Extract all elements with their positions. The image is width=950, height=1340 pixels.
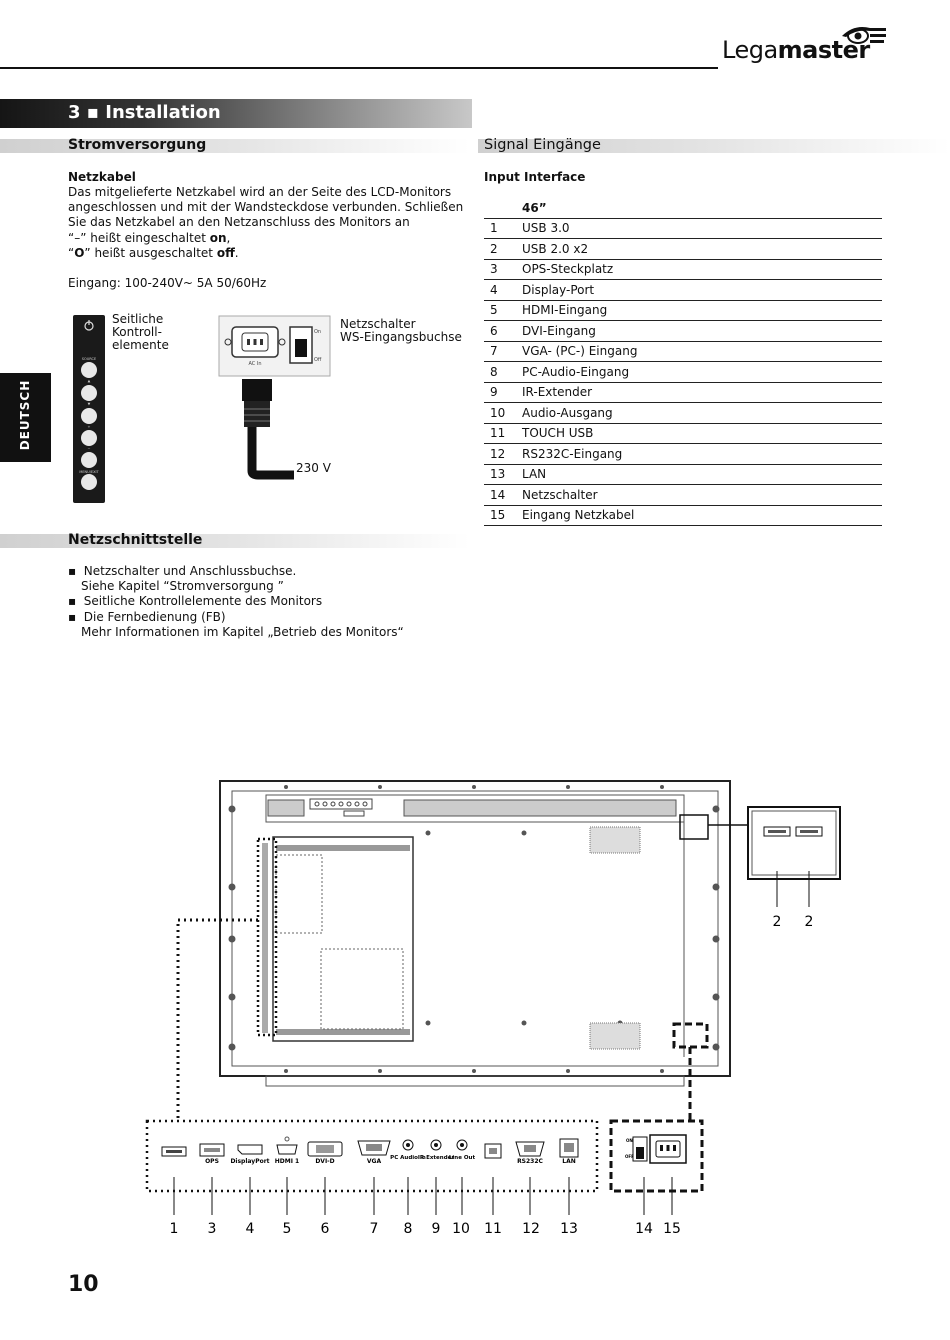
row-number: 7: [484, 341, 522, 362]
callout-12: 12: [522, 1221, 540, 1237]
label-power-switch: Netzschalter WS-Eingangsbuchse: [340, 317, 462, 344]
power-label-on: ON: [626, 1138, 633, 1143]
callout-8: 8: [403, 1221, 413, 1237]
row-number: 9: [484, 382, 522, 403]
row-label: USB 2.0 x2: [522, 239, 882, 260]
signal-input-table: [484, 198, 882, 526]
usb-callout-label: 2: [772, 914, 782, 930]
row-label: OPS-Steckplatz: [522, 259, 882, 280]
table-row: [484, 300, 882, 321]
port-label-displayport: DisplayPort: [230, 1158, 270, 1165]
row-label: HDMI-Eingang: [522, 300, 882, 321]
table-row: [484, 382, 882, 403]
row-number: 4: [484, 280, 522, 301]
table-row: [484, 280, 882, 301]
row-number: 13: [484, 464, 522, 485]
callout-5: 5: [282, 1221, 292, 1237]
row-label: Display-Port: [522, 280, 882, 301]
panel-label-up: ▲: [87, 379, 91, 383]
port-label-ops: OPS: [205, 1158, 219, 1165]
panel-label-down: ▼: [87, 402, 91, 406]
table-row: [484, 403, 882, 424]
panel-label-menu: MENU/EXIT: [79, 470, 99, 474]
port-label-rs232c: RS232C: [517, 1158, 543, 1165]
brand-logo: [722, 22, 887, 66]
table-row: [484, 485, 882, 506]
port-label-ir: IR Extender: [417, 1155, 455, 1161]
chapter-title: 3 ▪ Installation: [68, 102, 221, 123]
panel-label-minus: −: [87, 447, 91, 451]
page-number: 10: [68, 1272, 99, 1297]
row-number: 14: [484, 485, 522, 506]
panel-label-source: SOURCE: [81, 357, 97, 361]
row-label: Netzschalter: [522, 485, 882, 506]
row-number: 3: [484, 259, 522, 280]
port-label-line-out: Line Out: [448, 1155, 476, 1161]
table-row: [484, 362, 882, 383]
table-row: [484, 341, 882, 362]
callout-3: 3: [207, 1221, 217, 1237]
callout-11: 11: [484, 1221, 502, 1237]
port-label-vga: VGA: [366, 1158, 382, 1165]
ac-socket-illustration: [218, 315, 333, 485]
section-title-network: Netzschnittstelle: [68, 532, 203, 548]
header-rule: [0, 67, 718, 69]
section-title-signals: Signal Eingänge: [484, 137, 601, 153]
row-number: 5: [484, 300, 522, 321]
row-label: Eingang Netzkabel: [522, 505, 882, 526]
row-label: VGA- (PC-) Eingang: [522, 341, 882, 362]
table-header-cell: 46”: [522, 198, 882, 218]
row-label: IR-Extender: [522, 382, 882, 403]
table-row: [484, 321, 882, 342]
port-label-lan: LAN: [562, 1158, 576, 1165]
row-label: Audio-Ausgang: [522, 403, 882, 424]
power-label-off: OFF: [625, 1154, 634, 1159]
row-number: 8: [484, 362, 522, 383]
row-number: 1: [484, 218, 522, 239]
svg-text:AC In: AC In: [248, 361, 262, 367]
row-label: RS232C-Eingang: [522, 444, 882, 465]
side-control-panel: [72, 314, 106, 504]
row-number: 11: [484, 423, 522, 444]
table-row: [484, 239, 882, 260]
signals-subheading: Input Interface: [484, 170, 586, 184]
table-row: [484, 423, 882, 444]
port-label-hdmi: HDMI 1: [274, 1158, 300, 1165]
table-row: [484, 259, 882, 280]
list-item: ▪ Netzschalter und Anschlussbuchse.: [68, 564, 297, 578]
power-input-spec: Eingang: 100-240V~ 5A 50/60Hz: [68, 276, 267, 290]
brand-name: Legamaster: [722, 36, 870, 64]
callout-1: 1: [169, 1221, 179, 1237]
row-label: PC-Audio-Eingang: [522, 362, 882, 383]
callout-7: 7: [369, 1221, 379, 1237]
callout-15: 15: [663, 1221, 681, 1237]
callout-14: 14: [635, 1221, 653, 1237]
panel-label-plus: +: [87, 425, 91, 429]
svg-text:Off: Off: [314, 357, 322, 363]
row-number: 15: [484, 505, 522, 526]
list-item: ▪ Die Fernbedienung (FB): [68, 609, 226, 624]
table-row: [484, 444, 882, 465]
network-bullet-list: [68, 564, 404, 640]
section-title-power: Stromversorgung: [68, 137, 207, 153]
row-label: TOUCH USB: [522, 423, 882, 444]
list-item-continuation: Siehe Kapitel “Stromversorgung ”: [81, 579, 284, 594]
rear-panel-diagram: [140, 775, 860, 1245]
label-side-controls: Seitliche Kontroll- elemente: [112, 312, 169, 352]
svg-text:On: On: [314, 329, 322, 335]
table-row: [484, 218, 882, 239]
row-number: 6: [484, 321, 522, 342]
callout-6: 6: [320, 1221, 330, 1237]
list-item: ▪ Seitliche Kontrollelemente des Monitors: [68, 594, 323, 609]
row-label: DVI-Eingang: [522, 321, 882, 342]
table-header-row: [484, 198, 882, 218]
power-paragraph: Das mitgelieferte Netzkabel wird an der Seite des LCD-Monitors angeschlossen und mit der Wandsteckdose verbunden. Schließen Sie das Netzkabel an den Netzanschluss des Monitors an “–” heißt eingeschaltet on, “O” heißt ausgeschaltet off.: [68, 185, 464, 260]
row-number: 12: [484, 444, 522, 465]
row-label: LAN: [522, 464, 882, 485]
callout-4: 4: [245, 1221, 255, 1237]
usb-callout-label: 2: [804, 914, 814, 930]
table-row: [484, 505, 882, 526]
table-row: [484, 464, 882, 485]
port-label-dvi: DVI-D: [315, 1158, 335, 1165]
callout-9: 9: [431, 1221, 441, 1237]
row-number: 2: [484, 239, 522, 260]
language-tab: DEUTSCH: [0, 373, 51, 462]
callout-13: 13: [560, 1221, 578, 1237]
list-item-continuation: Mehr Informationen im Kapitel „Betrieb des Monitors“: [81, 624, 404, 639]
label-voltage: 230 V: [296, 461, 331, 475]
row-number: 10: [484, 403, 522, 424]
port-label-pc-audio: PC Audio In: [390, 1155, 426, 1161]
power-subheading: Netzkabel: [68, 170, 136, 184]
callout-10: 10: [452, 1221, 470, 1237]
row-label: USB 3.0: [522, 218, 882, 239]
